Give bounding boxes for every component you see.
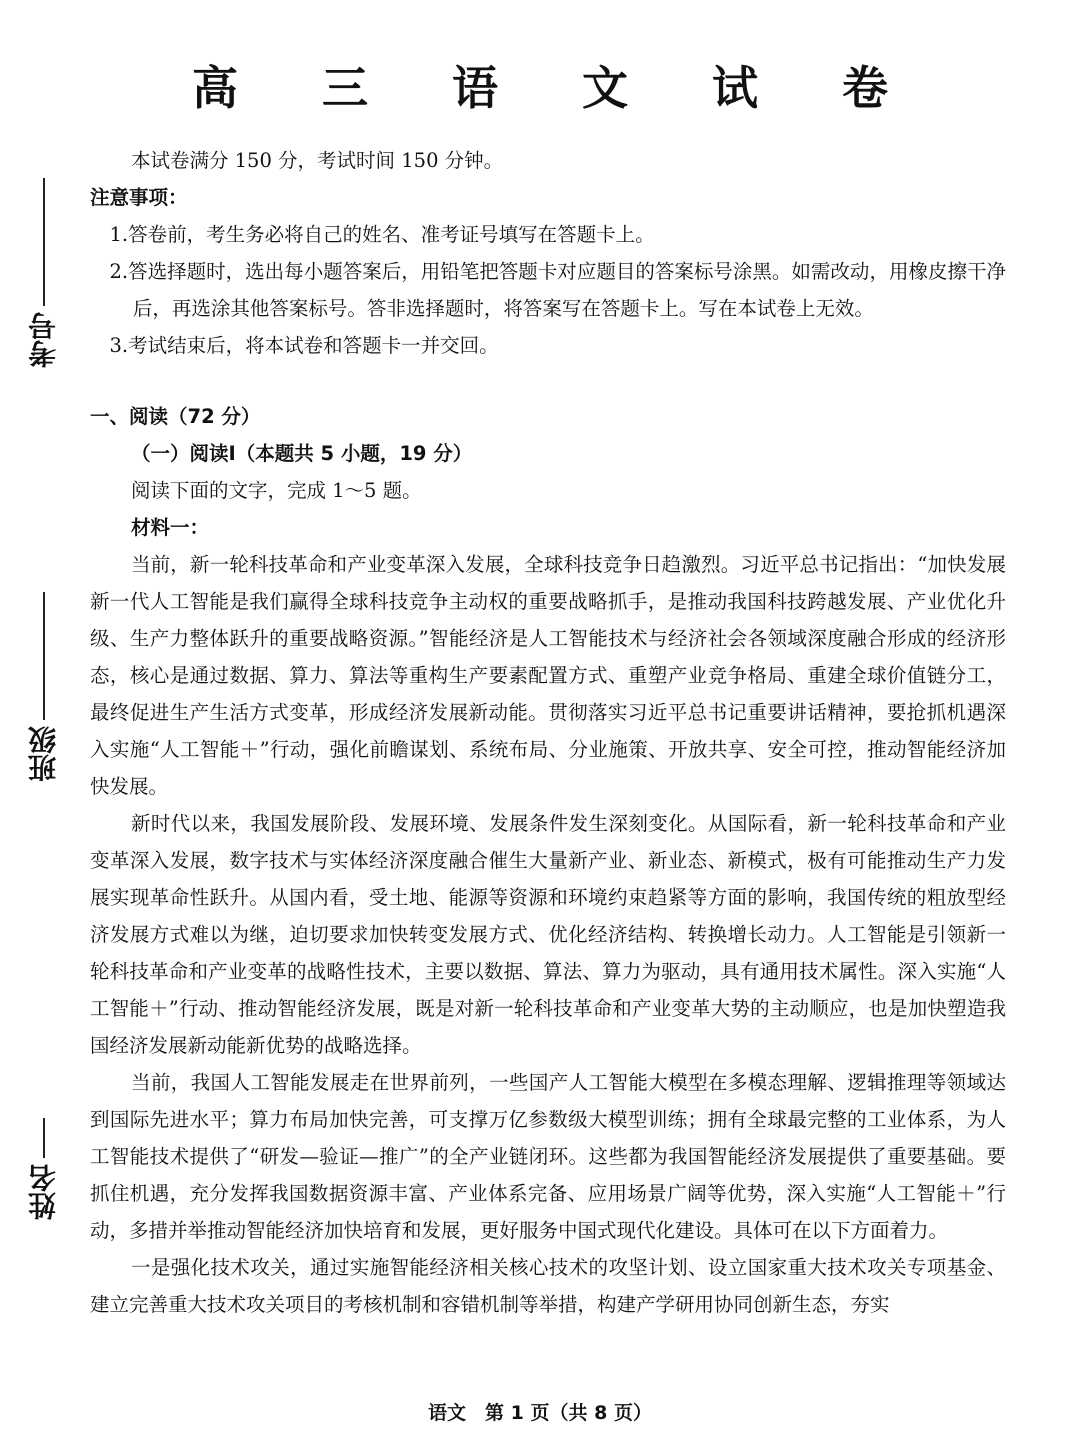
notice-item: 3.考试结束后，将本试卷和答题卡一并交回。 — [109, 334, 499, 357]
class-underline — [43, 592, 45, 720]
passage-paragraph: 当前，我国人工智能发展走在世界前列，一些国产人工智能大模型在多模态理解、逻辑推理等领域达到国际先进水平；算力布局加快完善，可支撑万亿参数级大模型训练；拥有全球最完整的工业体系，为人工智能技术提供了“研发—验证—推广”的全产业链闭环。这些都为我国智能经济发展提供了重要基础。要抓住机遇，充分发挥我国数据资源丰富、产业体系完备、应用场景广阔等优势，深入实施“人工智能＋”行动，多措并举推动智能经济加快培育和发展，更好服务中国式现代化建设。具体可在以下方面着力。 — [90, 1071, 1006, 1242]
exam-number-field[interactable] — [14, 178, 74, 368]
reading-instruction: 阅读下面的文字，完成 1～5 题。 — [130, 479, 422, 502]
name-underline — [43, 1118, 45, 1158]
passage-paragraph: 一是强化技术攻关，通过实施智能经济相关核心技术的攻坚计划、设立国家重大技术攻关专项基金、建立完善重大技术攻关项目的考核机制和容错机制等举措，构建产学研用协同创新生态，夯实 — [90, 1256, 1006, 1316]
subsection-heading: （一）阅读Ⅰ（本题共 5 小题，19 分） — [130, 442, 473, 465]
material-label: 材料一： — [130, 516, 209, 539]
spacer — [90, 364, 1006, 398]
notice-item: 1.答卷前，考生务必将自己的姓名、准考证号填写在答题卡上。 — [109, 223, 655, 246]
class-field[interactable] — [14, 592, 74, 782]
exam-number-label: 考号 — [27, 312, 60, 368]
notice-heading: 注意事项： — [90, 186, 188, 209]
name-label: 姓名 — [27, 1164, 60, 1220]
page-footer: 语文 第 1 页（共 8 页） — [428, 1402, 652, 1424]
exam-number-underline — [43, 178, 45, 306]
class-label: 班级 — [27, 726, 60, 782]
section-heading: 一、阅读（72 分） — [90, 405, 261, 428]
exam-intro: 本试卷满分 150 分，考试时间 150 分钟。 — [130, 149, 504, 172]
passage-paragraph: 当前，新一轮科技革命和产业变革深入发展，全球科技竞争日趋激烈。习近平总书记指出：“加快发展新一代人工智能是我们赢得全球科技竞争主动权的重要战略抓手，是推动我国科技跨越发展、产业优化升级、生产力整体跃升的重要战略资源。”智能经济是人工智能技术与经济社会各领域深度融合形成的经济形态，核心是通过数据、算力、算法等重构生产要素配置方式、重塑产业竞争格局、重建全球价值链分工，最终促进生产生活方式变革，形成经济发展新动能。贯彻落实习近平总书记重要讲话精神，要抢抓机遇深入实施“人工智能＋”行动，强化前瞻谋划、系统布局、分业施策、开放共享、安全可控，推动智能经济加快发展。 — [90, 553, 1006, 798]
name-field[interactable] — [14, 1118, 74, 1220]
exam-body — [90, 142, 1006, 1323]
exam-title: 高 三 语 文 试 卷 — [191, 61, 923, 115]
passage-paragraph: 新时代以来，我国发展阶段、发展环境、发展条件发生深刻变化。从国际看，新一轮科技革命和产业变革深入发展，数字技术与实体经济深度融合催生大量新产业、新业态、新模式，极有可能推动生产力发展实现革命性跃升。从国内看，受土地、能源等资源和环境约束趋紧等方面的影响，我国传统的粗放型经济发展方式难以为继，迫切要求加快转变发展方式、优化经济结构、转换增长动力。人工智能是引领新一轮科技革命和产业变革的战略性技术，主要以数据、算法、算力为驱动，具有通用技术属性。深入实施“人工智能＋”行动、推动智能经济发展，既是对新一轮科技革命和产业变革大势的主动顺应，也是加快塑造我国经济发展新动能新优势的战略选择。 — [90, 812, 1006, 1057]
notice-item: 2.答选择题时，选出每小题答案后，用铅笔把答题卡对应题目的答案标号涂黑。如需改动，用橡皮擦干净后，再选涂其他答案标号。答非选择题时，将答案写在答题卡上。写在本试卷上无效。 — [109, 260, 1006, 320]
